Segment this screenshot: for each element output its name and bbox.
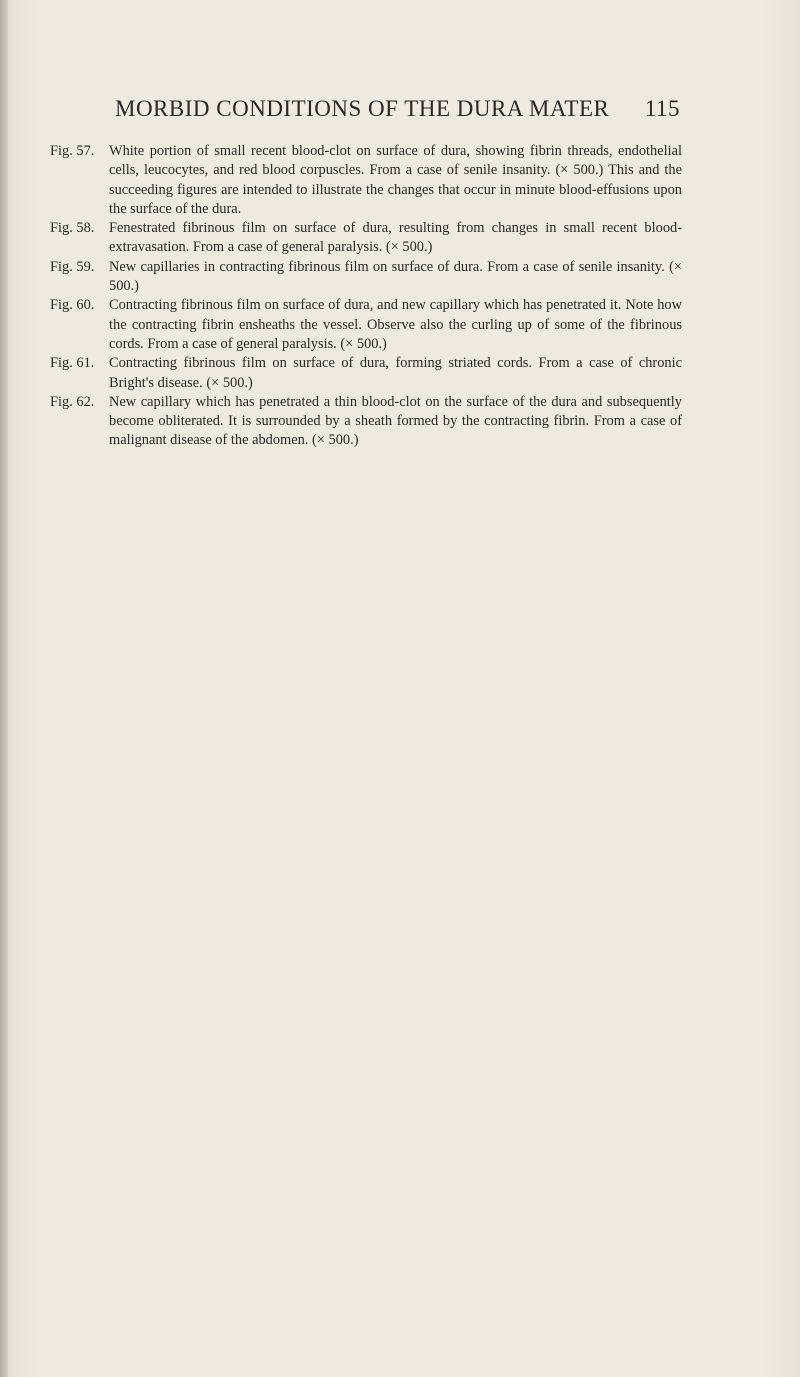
figure-label: Fig. 57. xyxy=(50,143,95,159)
figure-caption-text: Fenestrated fibrinous film on surface of dura, resulting from changes in small recent blood-extravasation. From a case of general paralysis. (× 500.) xyxy=(109,220,682,256)
figure-captions-list xyxy=(50,142,682,451)
figure-caption xyxy=(50,354,682,393)
binding-edge xyxy=(0,0,8,1377)
figure-caption-text: White portion of small recent blood-clot on surface of dura, showing fibrin threads, endothelial cells, leucocytes, and red blood corpuscles. From a case of senile insanity. (× 500.) This and the succeeding figures are intended to illustrate the changes that occur in minute blood-effusions upon the surface of the dura. xyxy=(109,143,682,217)
figure-caption xyxy=(50,393,682,451)
figure-caption-text: New capillaries in contracting fibrinous film on surface of dura. From a case of senile insanity. (× 500.) xyxy=(109,258,682,295)
figure-caption xyxy=(50,142,682,219)
figure-caption-text: Contracting fibrinous film on surface of dura, and new capillary which has penetrated it. Note how the contracting fibrin ensheaths the vessel. Observe also the curling up of some of the fibrinous cords. From a case of general paralysis. (× 500.) xyxy=(109,297,682,352)
figure-label: Fig. 61. xyxy=(50,355,95,372)
figure-label: Fig. 59. xyxy=(50,258,95,275)
figure-caption xyxy=(50,219,682,258)
figure-caption-text: New capillary which has penetrated a thin blood-clot on the surface of the dura and subsequently become obliterated. It is surrounded by a sheath formed by the contracting fibrin. From a case of malignant disease of the abdomen. (× 500.) xyxy=(109,393,682,449)
page-number: 115 xyxy=(644,96,680,121)
figure-caption-text: Contracting fibrinous film on surface of dura, forming striated cords. From a case of chronic Bright's disease. (× 500.) xyxy=(109,355,682,391)
figure-label: Fig. 58. xyxy=(50,220,95,237)
figure-caption xyxy=(50,296,682,354)
figure-label: Fig. 62. xyxy=(50,393,95,410)
figure-label: Fig. 60. xyxy=(50,297,95,314)
figure-caption xyxy=(50,258,682,297)
page-title: MORBID CONDITIONS OF THE DURA MATER xyxy=(115,96,610,121)
running-head xyxy=(110,96,680,130)
